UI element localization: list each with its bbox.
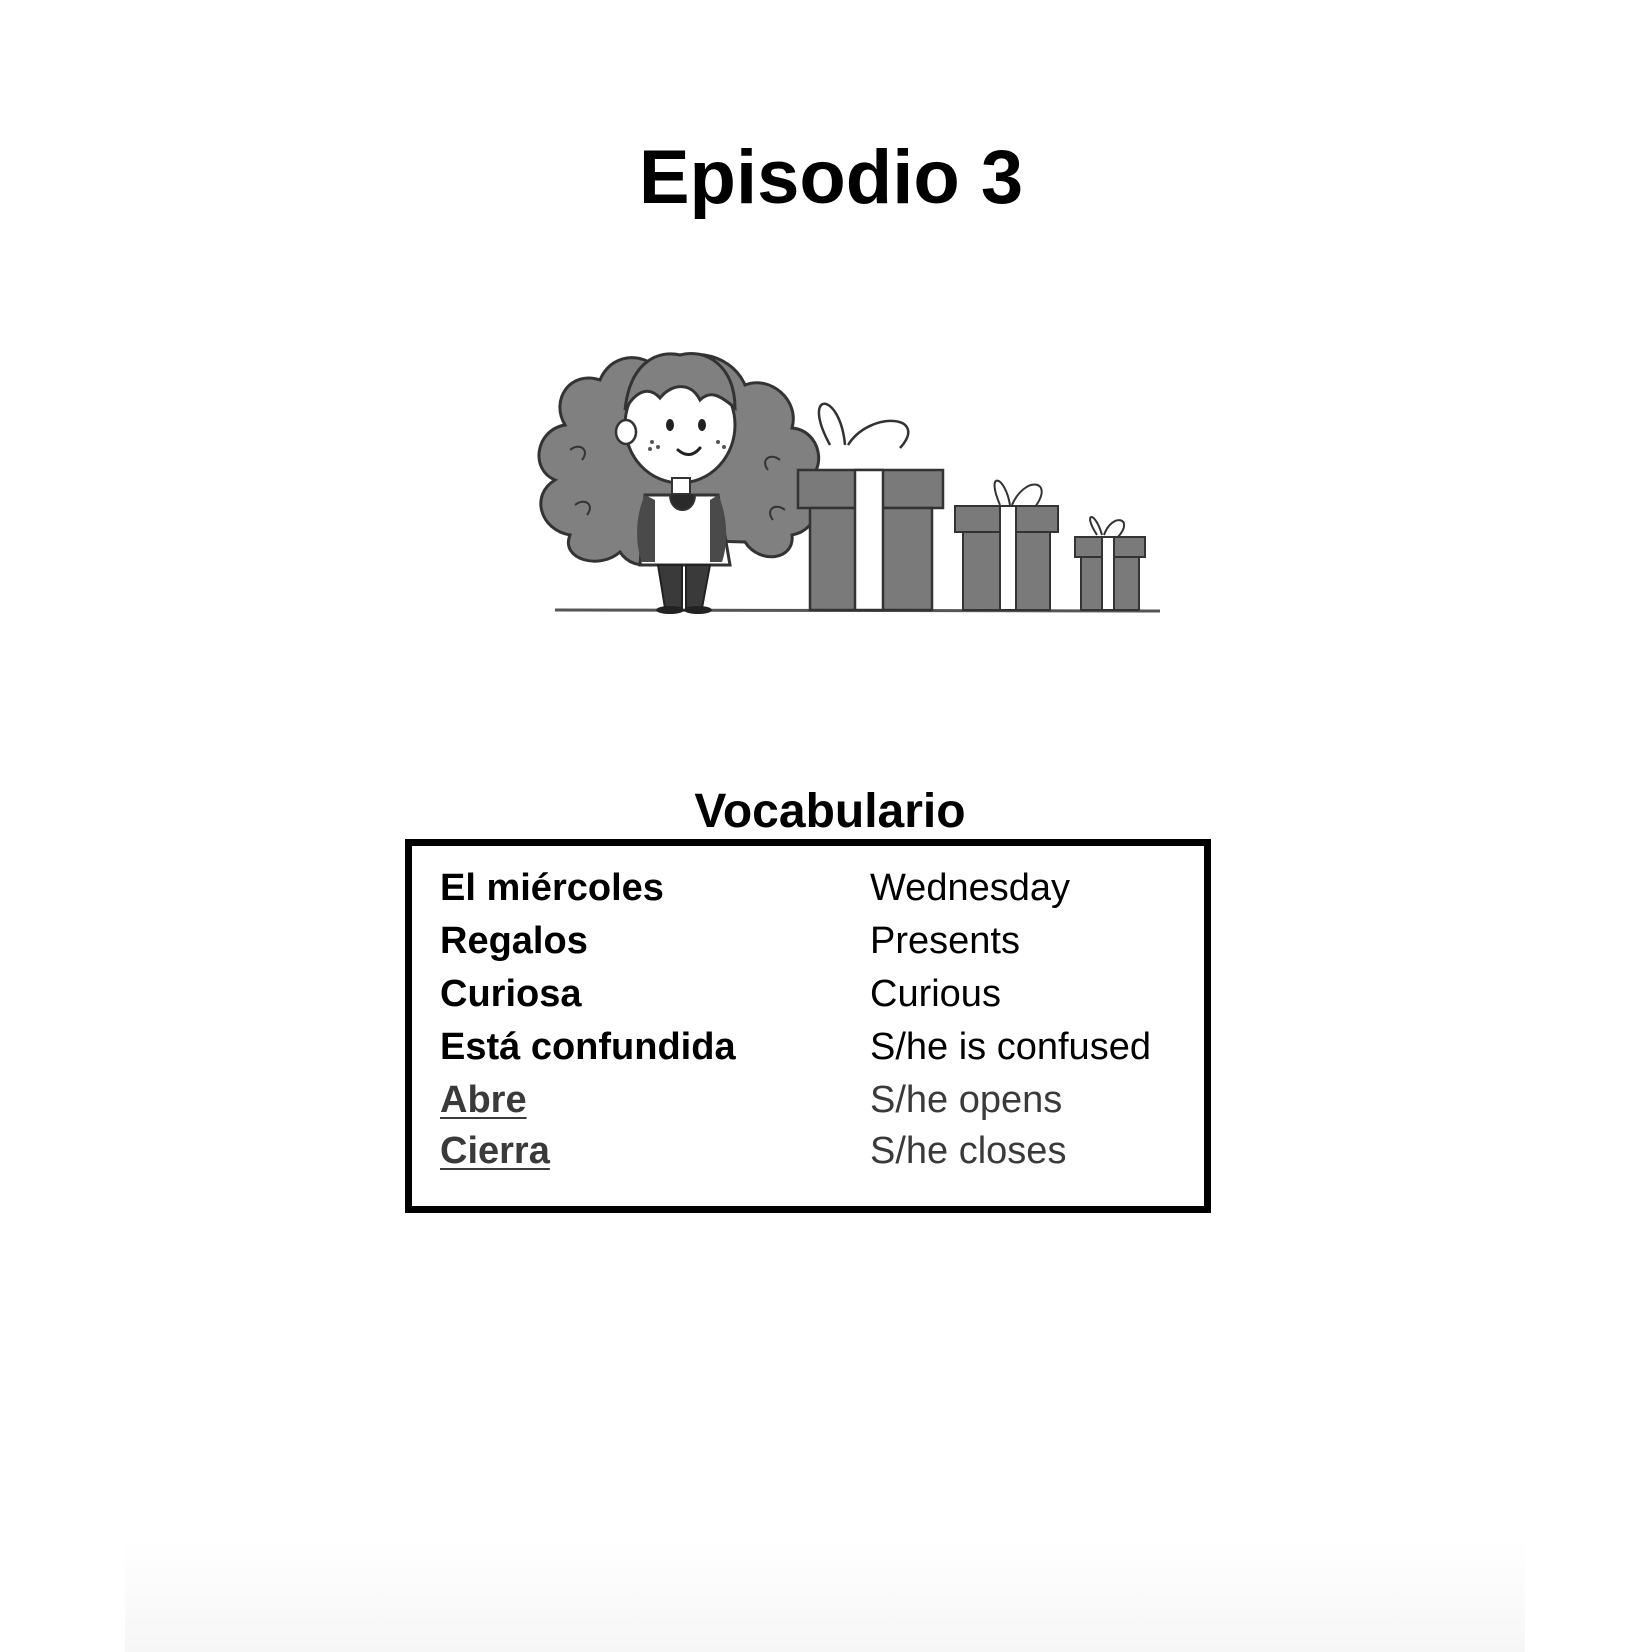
girl-with-presents-illustration bbox=[530, 330, 1170, 620]
medium-gift-icon bbox=[955, 481, 1058, 610]
vocab-spanish: El miércoles bbox=[440, 867, 664, 909]
vocabulary-box bbox=[405, 839, 1211, 1213]
page-title: Episodio 3 bbox=[638, 134, 1024, 220]
vocab-row bbox=[440, 1075, 1180, 1125]
vocab-english: Presents bbox=[870, 920, 1020, 962]
vocab-spanish-link[interactable]: Abre bbox=[440, 1079, 527, 1121]
vocab-english: S/he is confused bbox=[870, 1026, 1151, 1068]
small-gift-icon bbox=[1075, 517, 1145, 610]
vocab-row bbox=[440, 1126, 1180, 1176]
vocab-row bbox=[440, 863, 1180, 913]
vocab-spanish: Regalos bbox=[440, 920, 588, 962]
vocab-english: S/he opens bbox=[870, 1079, 1063, 1121]
page-bottom-shade bbox=[125, 1540, 1525, 1652]
vocab-spanish: Está confundida bbox=[440, 1026, 736, 1068]
vocab-row bbox=[440, 1022, 1180, 1072]
large-gift-icon bbox=[798, 404, 943, 610]
girl-figure bbox=[539, 353, 819, 614]
vocab-english: Wednesday bbox=[870, 867, 1070, 909]
vocab-spanish: Curiosa bbox=[440, 973, 582, 1015]
vocabulary-heading: Vocabulario bbox=[694, 784, 966, 838]
vocab-row bbox=[440, 969, 1180, 1019]
vocab-spanish-link[interactable]: Cierra bbox=[440, 1130, 550, 1172]
vocab-row bbox=[440, 916, 1180, 966]
vocab-english: Curious bbox=[870, 973, 1001, 1015]
vocab-english: S/he closes bbox=[870, 1130, 1067, 1172]
